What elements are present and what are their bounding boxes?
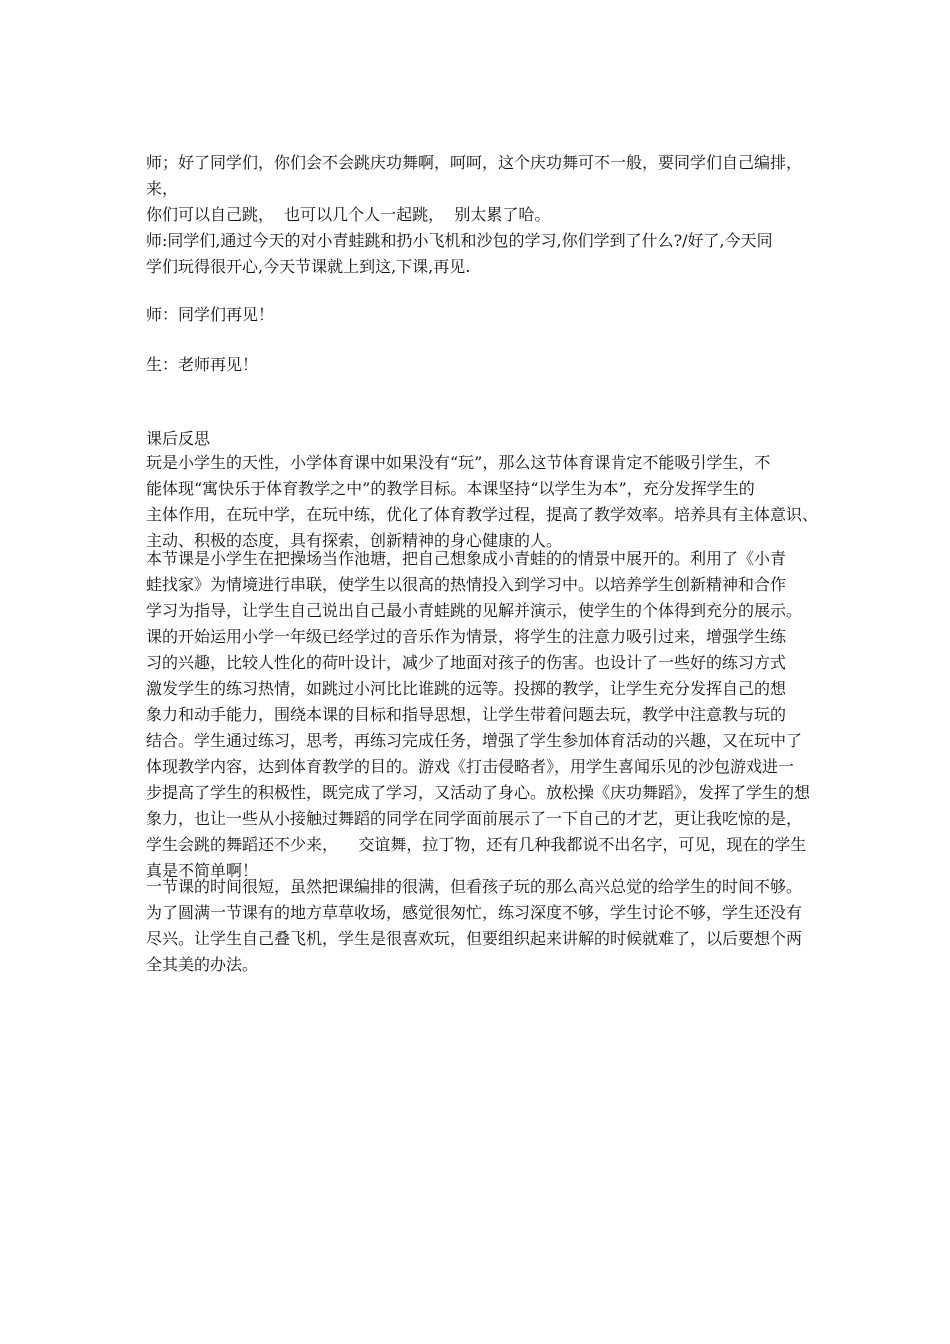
reflection-paragraph: 本节课是小学生在把操场当作池塘，把自己想象成小青蛙的的情景中展开的。利用了《小青 蛙找家》为情境进行串联，使学生以很高的热情投入到学习中。以培养学生创新精神和合作 学习为指导，让学生自己说出自己最小青蛙跳的见解并演示，使学生的个体得到充分的展示。 课的开始运用小学一年级已经学过的音乐作为情景，将学生的注意力吸引过来，增强学生练 习的兴趣，比较人性化的荷叶设计，减少了地面对孩子的伤害。也设计了一些好的练习方式 激发学生的练习热情，如跳过小河比比谁跳的远等。投掷的教学，让学生充分发挥自己的想 象力和动手能力，围绕本课的目标和指导思想，让学生带着问题去玩，教学中注意教与玩的 结合。学生通过练习，思考，再练习完成任务，增强了学生参加体育活动的兴趣，又在玩中了 体现教学内容，达到体育教学的目的。游戏《打击侵略者》，用学生喜闻乐见的沙包游戏进一 步提高了学生的积极性，既完成了学习，又活动了身心。放松操《庆功舞蹈》，发挥了学生的想 象力，也让一些从小接触过舞蹈的同学在同学面前展示了一下自己的才艺，更让我吃惊的是， 学生会跳的舞蹈还不少来， 交谊舞，拉丁物，还有几种我都说不出名字，可见，现在的学生 真是不简单啊！ [146,549,811,880]
dialogue-teacher-goodbye: 师：同学们再见！ [146,305,275,324]
dialogue-teacher-dance: 师；好了同学们，你们会不会跳庆功舞啊，呵呵，这个庆功舞可不一般，要同学们自己编排，来， 你们可以自己跳， 也可以几个人一起跳， 别太累了哈。 [146,153,803,224]
dialogue-student-goodbye: 生：老师再见！ [146,355,259,374]
reflection-heading: 课后反思 [146,429,211,448]
dialogue-teacher-summary: 师:同学们,通过今天的对小青蛙跳和扔小飞机和沙包的学习,你们学到了什么?/好了,今天同 学们玩得很开心,今天节课就上到这,下课,再见. [146,231,773,276]
reflection-paragraph: 一节课的时间很短，虽然把课编排的很满，但看孩子玩的那么高兴总觉的给学生的时间不够。 为了圆满一节课有的地方草草收场，感觉很匆忙，练习深度不够，学生讨论不够，学生还没有 尽兴。让学生自己叠飞机，学生是很喜欢玩，但要组织起来讲解的时候就难了，以后要想个两 全其美的办法。 [146,877,803,974]
reflection-paragraph: 玩是小学生的天性，小学体育课中如果没有“玩”，那么这节体育课肯定不能吸引学生，不 能体现“寓快乐于体育教学之中”的教学目标。本课坚持“以学生为本”，充分发挥学生的 主体作用，在玩中学，在玩中练，优化了体育教学过程，提高了教学效率。培养具有主体意识、 主动、积极的态度，具有探索，创新精神的身心健康的人。 [146,453,819,550]
